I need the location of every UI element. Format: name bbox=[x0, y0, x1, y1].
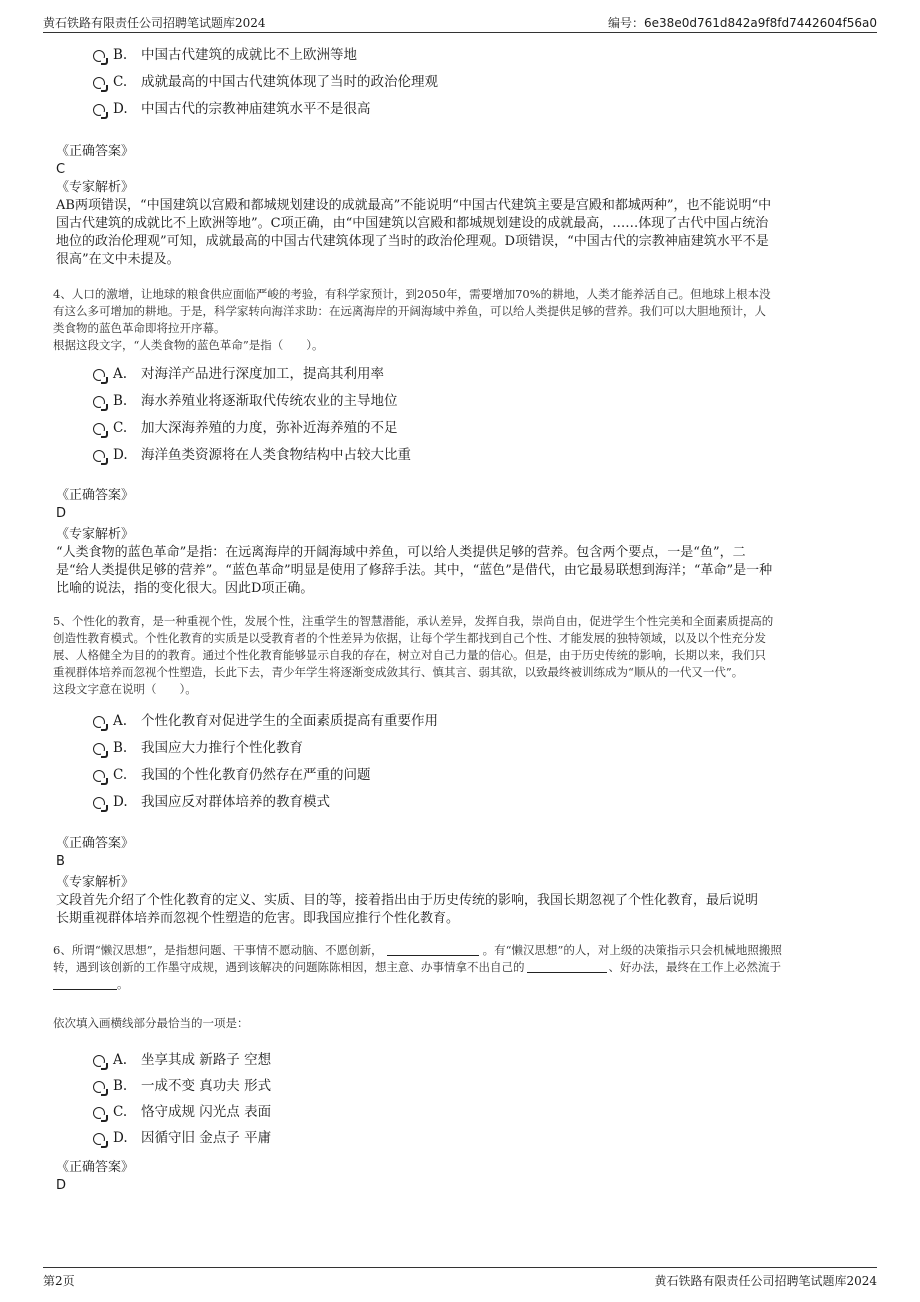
header-title: 黄石铁路有限责任公司招聘笔试题库2024 bbox=[43, 16, 266, 30]
radio-icon[interactable] bbox=[93, 1133, 105, 1145]
q4-analysis: “人类食物的蓝色革命”是指：在远离海岸的开阔海域中养鱼，可以给人类提供足够的营养。包含两个要点，一是“鱼”，二 是“给人类提供足够的营养”。“蓝色革命”明显是使用了修辞手法。其中，“蓝色”是借代，由它最易联想到海洋；“革命”是一种 比喻的说法，指的变化很大。因此D项正确。 bbox=[56, 545, 773, 596]
q6-prompt: 依次填入画横线部分最恰当的一项是： bbox=[53, 1016, 249, 1030]
fill-blank-2 bbox=[527, 960, 607, 973]
q4-option-b[interactable]: B. 海水养殖业将逐渐取代传统农业的主导地位 bbox=[93, 391, 398, 411]
q6-answer-label: 《正确答案》 bbox=[56, 1160, 135, 1175]
page-footer bbox=[43, 1267, 877, 1290]
q5-analysis: 文段首先介绍了个性化教育的定义、实质、目的等，接着指出由于历史传统的影响，我国长期忽视了个性化教育，最后说明 长期重视群体培养而忽视个性塑造的危害。即我国应推行个性化教育。 bbox=[56, 893, 759, 926]
q3-answer: C bbox=[56, 162, 66, 177]
page-header bbox=[43, 10, 877, 33]
q6-option-c[interactable]: C. 恪守成规 闪光点 表面 bbox=[93, 1102, 271, 1122]
footer-title: 黄石铁路有限责任公司招聘笔试题库2024 bbox=[654, 1274, 877, 1288]
radio-icon[interactable] bbox=[93, 104, 105, 116]
fill-blank-3 bbox=[53, 977, 117, 990]
q5-answer: B bbox=[56, 854, 65, 869]
q3-answer-label: 《正确答案》 bbox=[56, 144, 135, 159]
q3-option-c[interactable]: C. 成就最高的中国古代建筑体现了当时的政治伦理观 bbox=[93, 72, 438, 92]
q5-option-c[interactable]: C. 我国的个性化教育仍然存在严重的问题 bbox=[93, 765, 371, 785]
radio-icon[interactable] bbox=[93, 716, 105, 728]
q4-option-c[interactable]: C. 加大深海养殖的力度，弥补近海养殖的不足 bbox=[93, 418, 398, 438]
radio-icon[interactable] bbox=[93, 396, 105, 408]
radio-icon[interactable] bbox=[93, 743, 105, 755]
q5-option-d[interactable]: D. 我国应反对群体培养的教育模式 bbox=[93, 792, 330, 812]
fill-blank-1 bbox=[387, 943, 479, 956]
radio-icon[interactable] bbox=[93, 770, 105, 782]
q3-analysis-label: 《专家解析》 bbox=[56, 180, 135, 195]
q4-option-d[interactable]: D. 海洋鱼类资源将在人类食物结构中占较大比重 bbox=[93, 445, 411, 465]
q4-answer-label: 《正确答案》 bbox=[56, 488, 135, 503]
q5-answer-label: 《正确答案》 bbox=[56, 836, 135, 851]
radio-icon[interactable] bbox=[93, 50, 105, 62]
q4-stem: 4、人口的激增，让地球的粮食供应面临严峻的考验，有科学家预计，到2050年，需要增加70%的耕地，人类才能养活自己。但地球上根本没 有这么多可增加的耕地。于是，科学家转向海洋求助：在远离海岸的开阔海域中养鱼，可以给人类提供足够的营养。我们可以大胆地预计，人 类食物的蓝色革命即将拉开序幕。 根据这段文字，“人类食物的蓝色革命”是指（ ）。 bbox=[53, 287, 771, 352]
q6-option-b[interactable]: B. 一成不变 真功夫 形式 bbox=[93, 1076, 271, 1096]
radio-icon[interactable] bbox=[93, 1081, 105, 1093]
q3-analysis: AB两项错误，“中国建筑以宫殿和都城规划建设的成就最高”不能说明“中国古代建筑主要是宫殿和都城两种”，也不能说明“中 国古代建筑的成就比不上欧洲等地”。C项正确，由“中国建筑以宫殿和都城规划建设的成就最高，……体现了古代中国占统治 地位的政治伦理观”可知，成就最高的中国古代建筑体现了当时的政治伦理观。D项错误，“中国古代的宗教神庙建筑水平不是 很高”在文中未提及。 bbox=[56, 198, 772, 267]
radio-icon[interactable] bbox=[93, 369, 105, 381]
radio-icon[interactable] bbox=[93, 1055, 105, 1067]
q6-option-a[interactable]: A. 坐享其成 新路子 空想 bbox=[93, 1050, 271, 1070]
radio-icon[interactable] bbox=[93, 797, 105, 809]
q5-stem: 5、个性化的教育，是一种重视个性，发展个性，注重学生的智慧潜能，承认差异，发挥自我，崇尚自由，促进学生个性完美和全面素质提高的 创造性教育模式。个性化教育的实质是以受教育者的个性差异为依据，让每个学生都找到自己个性、才能发展的独特领域，以及以个性充分发 展、人格健全为目的的教育。通过个性化教育能够显示自我的存在，树立对自己力量的信心。但是，由于历史传统的影响，长期以来，我们只 重视群体培养而忽视个性塑造，长此下去，青少年学生将逐渐变成敛其行、慎其言、弱其欲，以致最终被训练成为“顺从的一代又一代”。 这段文字意在说明（ ）。 bbox=[53, 614, 774, 696]
q4-option-a[interactable]: A. 对海洋产品进行深度加工，提高其利用率 bbox=[93, 364, 384, 384]
radio-icon[interactable] bbox=[93, 1107, 105, 1119]
q5-analysis-label: 《专家解析》 bbox=[56, 875, 135, 890]
q4-analysis-label: 《专家解析》 bbox=[56, 527, 135, 542]
header-serial: 编号：6e38e0d761d842a9f8fd7442604f56a0 bbox=[608, 16, 877, 30]
q6-answer: D bbox=[56, 1178, 67, 1193]
q4-answer: D bbox=[56, 506, 67, 521]
radio-icon[interactable] bbox=[93, 450, 105, 462]
radio-icon[interactable] bbox=[93, 77, 105, 89]
radio-icon[interactable] bbox=[93, 423, 105, 435]
q5-option-b[interactable]: B. 我国应大力推行个性化教育 bbox=[93, 738, 303, 758]
q6-stem: 6、所谓“懒汉思想”，是指想问题、干事情不愿动脑、不愿创新， 。有“懒汉思想”的人，对上级的决策指示只会机械地照搬照 转，遇到该创新的工作墨守成规，遇到该解决的问题陈陈相因，想主意、办事情拿不出自己的 、好办法，最终在工作上必然流于 。 bbox=[53, 943, 782, 991]
q3-option-d[interactable]: D. 中国古代的宗教神庙建筑水平不是很高 bbox=[93, 99, 371, 119]
q3-option-b[interactable]: B. 中国古代建筑的成就比不上欧洲等地 bbox=[93, 45, 357, 65]
q6-option-d[interactable]: D. 因循守旧 金点子 平庸 bbox=[93, 1128, 271, 1148]
page-number: 第2页 bbox=[43, 1274, 75, 1288]
q5-option-a[interactable]: A. 个性化教育对促进学生的全面素质提高有重要作用 bbox=[93, 711, 438, 731]
